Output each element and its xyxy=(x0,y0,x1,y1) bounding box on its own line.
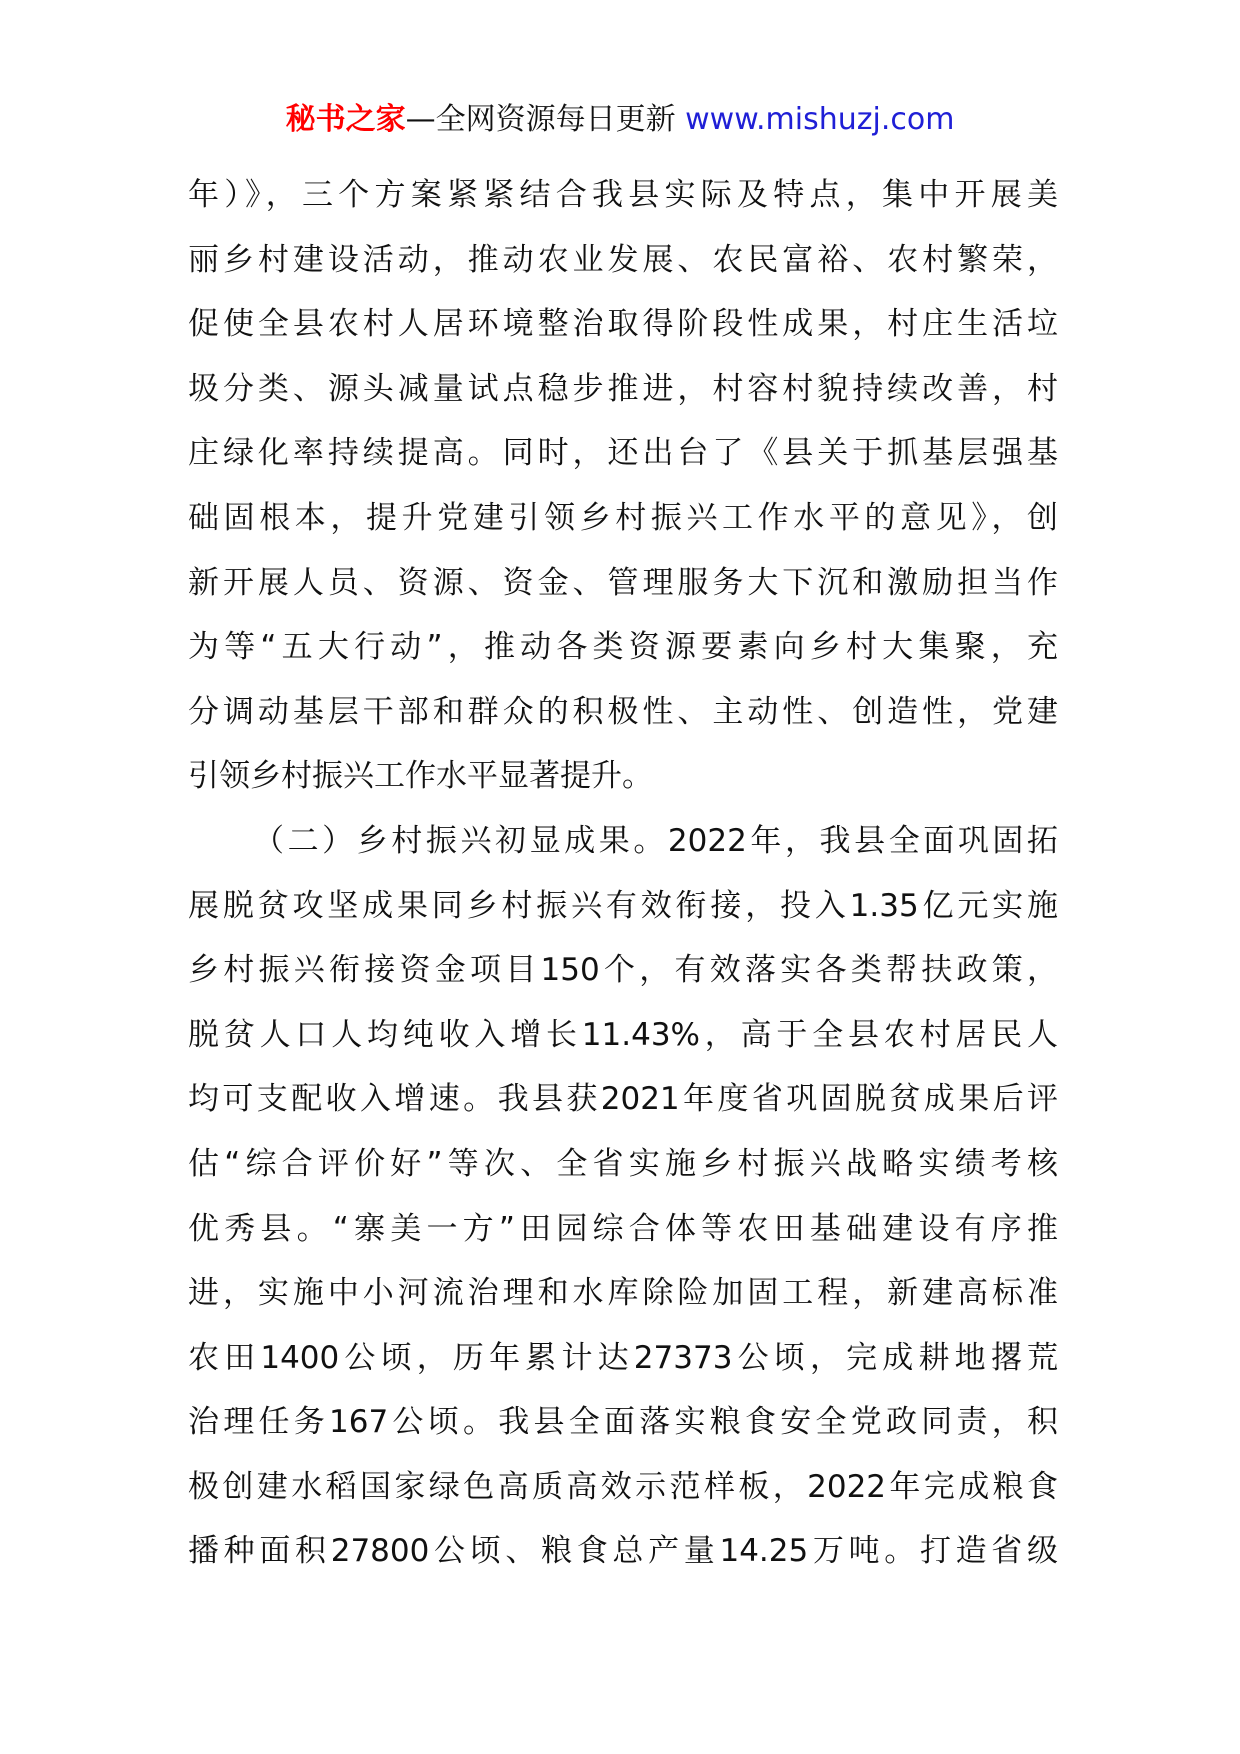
text-line: 丽乡村建设活动，推动农业发展、农民富裕、农村繁荣， xyxy=(188,241,1058,278)
text-line: 极创建水稻国家绿色高质高效示范样板，2022年完成粮食 xyxy=(188,1468,1058,1505)
header-tagline: —全网资源每日更新 xyxy=(405,102,686,137)
text-line: 础固根本，提升党建引领乡村振兴工作水平的意见》，创 xyxy=(188,499,1058,536)
brand-name: 秘书之家 xyxy=(285,102,406,137)
text-line: 估“综合评价好”等次、全省实施乡村振兴战略实绩考核 xyxy=(188,1145,1058,1182)
site-header xyxy=(0,100,1240,140)
text-line: 分调动基层干部和群众的积极性、主动性、创造性，党建 xyxy=(188,693,1058,730)
text-line: 进，实施中小河流治理和水库除险加固工程，新建高标准 xyxy=(188,1275,1058,1312)
text-line: 促使全县农村人居环境整治取得阶段性成果，村庄生活垃 xyxy=(188,306,1058,343)
text-line: 优秀县。“寨美一方”田园综合体等农田基础建设有序推 xyxy=(188,1210,1058,1247)
text-line: 农田1400公顷，历年累计达27373公顷，完成耕地撂荒 xyxy=(188,1339,1058,1376)
text-line: 圾分类、源头减量试点稳步推进，村容村貌持续改善，村 xyxy=(188,370,1058,407)
section-heading-line: （二）乡村振兴初显成果。2022年，我县全面巩固拓 xyxy=(253,822,1058,859)
paragraph-end-line: 引领乡村振兴工作水平显著提升。 xyxy=(188,758,653,795)
text-line: 脱贫人口人均纯收入增长11.43%，高于全县农村居民人 xyxy=(188,1016,1058,1053)
text-line: 播种面积27800公顷、粮食总产量14.25万吨。打造省级 xyxy=(188,1533,1058,1570)
text-line: 年）》，三个方案紧紧结合我县实际及特点，集中开展美 xyxy=(188,177,1058,213)
text-line: 乡村振兴衔接资金项目150个，有效落实各类帮扶政策， xyxy=(188,952,1058,989)
text-line: 治理任务167公顷。我县全面落实粮食安全党政同责，积 xyxy=(188,1404,1058,1441)
text-line: 均可支配收入增速。我县获2021年度省巩固脱贫成果后评 xyxy=(188,1081,1058,1118)
site-url-link[interactable]: www.mishuzj.com xyxy=(685,102,955,137)
document-body xyxy=(188,163,1058,1584)
text-line: 展脱贫攻坚成果同乡村振兴有效衔接，投入1.35亿元实施 xyxy=(188,887,1058,924)
text-line: 为等“五大行动”，推动各类资源要素向乡村大集聚，充 xyxy=(188,629,1058,666)
text-line: 庄绿化率持续提高。同时，还出台了《县关于抓基层强基 xyxy=(188,435,1058,472)
text-line: 新开展人员、资源、资金、管理服务大下沉和激励担当作 xyxy=(188,564,1058,601)
